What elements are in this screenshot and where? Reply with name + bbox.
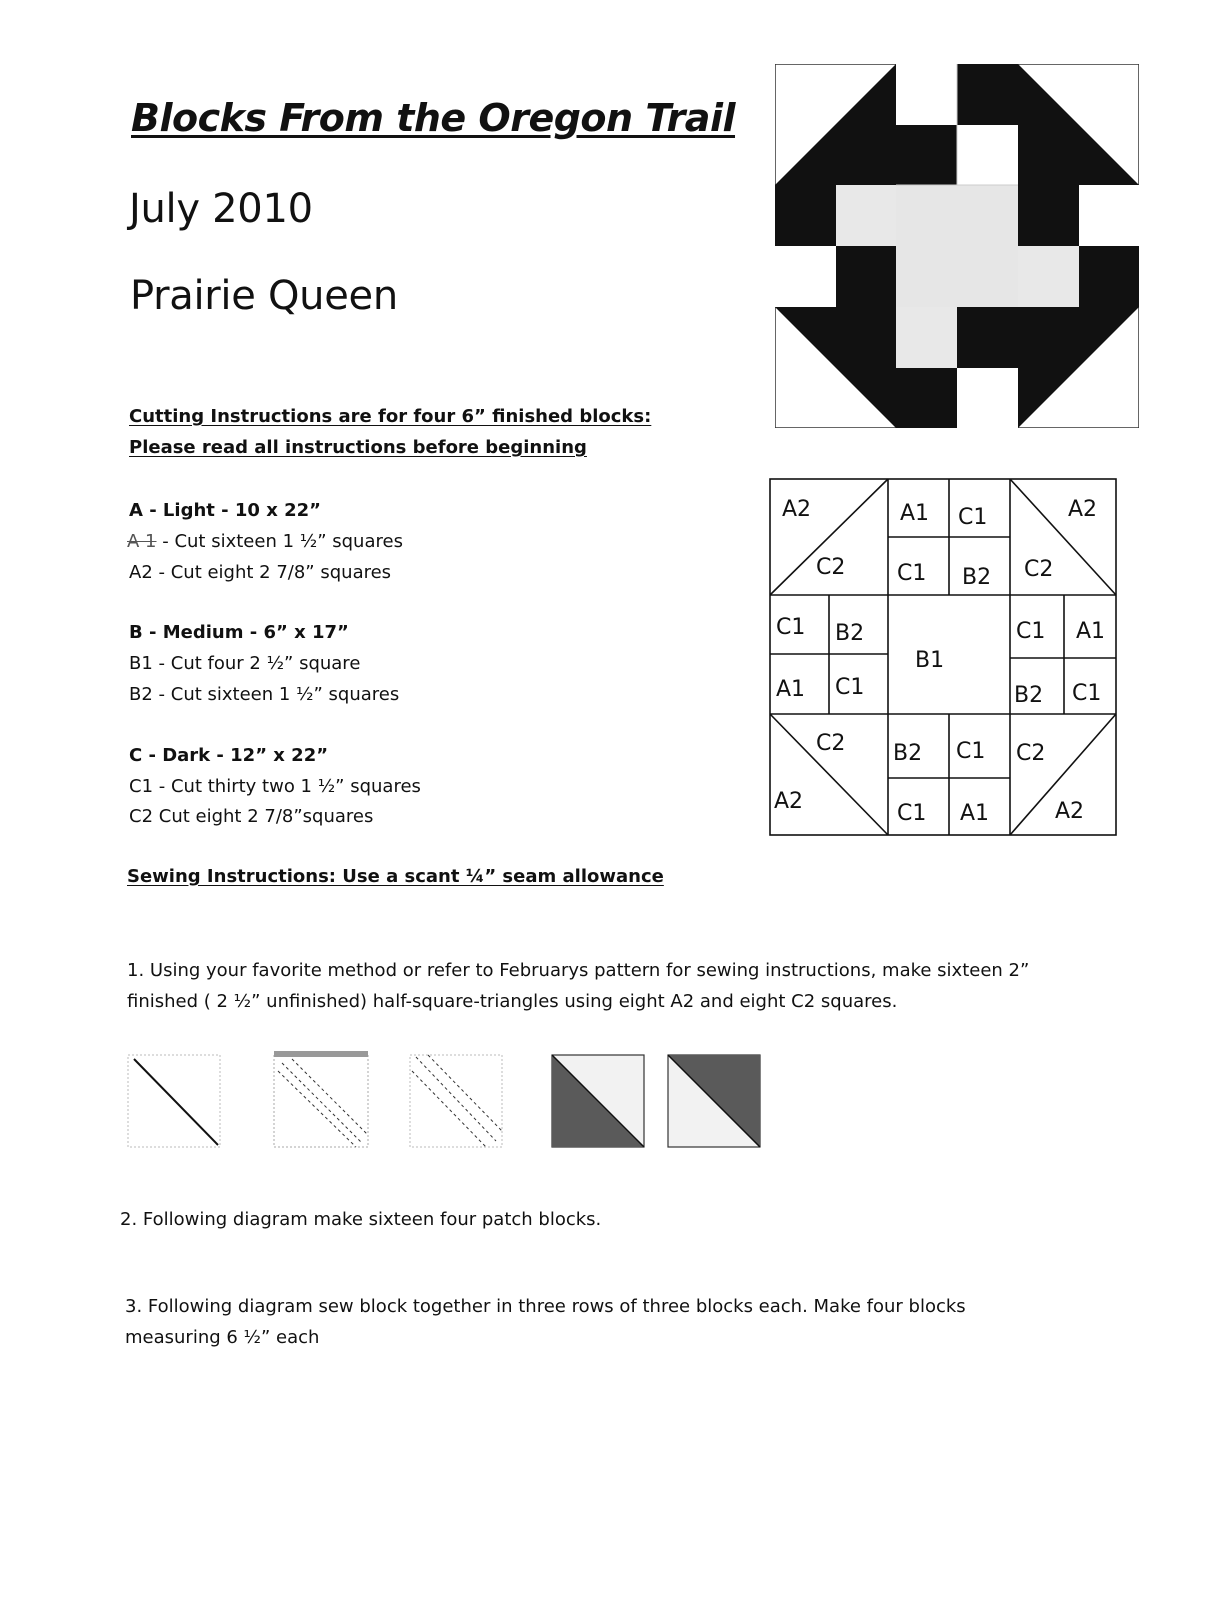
patch-dark bbox=[775, 185, 836, 246]
date-heading: July 2010 bbox=[129, 186, 313, 232]
label-a1: A1 bbox=[900, 501, 930, 526]
patch-light bbox=[896, 64, 957, 125]
label-b2: B2 bbox=[835, 621, 865, 646]
cut-text: - Cut thirty two 1 ½” squares bbox=[158, 776, 421, 797]
patch-medium bbox=[836, 185, 896, 246]
label-a1: A1 bbox=[1076, 619, 1106, 644]
sewing-heading: Sewing Instructions: Use a scant ¼” seam allowance bbox=[127, 866, 664, 887]
label-c1: C1 bbox=[958, 505, 988, 530]
patch-dark bbox=[896, 125, 957, 185]
patch-dark bbox=[896, 368, 957, 428]
cut-code: A2 bbox=[129, 562, 153, 583]
cut-text: - Cut eight 2 7/8” squares bbox=[158, 562, 392, 583]
label-c1: C1 bbox=[897, 801, 927, 826]
hst-finished-square bbox=[552, 1055, 644, 1147]
prairie-queen-block-image bbox=[775, 64, 1139, 428]
label-a2: A2 bbox=[1055, 799, 1085, 824]
label-c1: C1 bbox=[1016, 619, 1046, 644]
fabric-a-header: A - Light - 10 x 22” bbox=[129, 500, 321, 521]
patch-light bbox=[957, 125, 1018, 185]
cut-code: C1 bbox=[129, 776, 154, 797]
hst-step-marked-square bbox=[128, 1055, 220, 1147]
cut-code: A 1 bbox=[127, 531, 157, 552]
label-a2: A2 bbox=[1068, 497, 1098, 522]
label-c1: C1 bbox=[1072, 681, 1102, 706]
patch-dark bbox=[957, 64, 1018, 125]
patch-light bbox=[957, 368, 1018, 428]
cut-text: - Cut sixteen 1 ½” squares bbox=[162, 531, 403, 552]
hst-finished-square bbox=[668, 1055, 760, 1147]
label-c2: C2 bbox=[1016, 741, 1046, 766]
label-a2: A2 bbox=[774, 789, 804, 814]
label-b2: B2 bbox=[962, 565, 992, 590]
document-title: Blocks From the Oregon Trail bbox=[131, 96, 736, 140]
label-c2: C2 bbox=[816, 555, 846, 580]
fabric-c-header: C - Dark - 12” x 22” bbox=[129, 745, 329, 766]
sewing-step-3: 3. Following diagram sew block together in three rows of three blocks each. Make four blocks measuring 6 ½” each bbox=[125, 1296, 966, 1348]
label-b2: B2 bbox=[1014, 683, 1044, 708]
hst-step-stitched bbox=[274, 1051, 368, 1147]
cut-code: C2 bbox=[129, 806, 154, 827]
label-a1: A1 bbox=[776, 677, 806, 702]
label-c1: C1 bbox=[897, 561, 927, 586]
hst-step-pair bbox=[410, 1055, 502, 1147]
sewing-step-1: 1. Using your favorite method or refer to Februarys pattern for sewing instructions, make sixteen 2” finished ( 2 ½” unfinished) half-square-triangles using eight A2 and eight C2 squares. bbox=[127, 960, 1030, 1012]
fabric-b-header: B - Medium - 6” x 17” bbox=[129, 622, 349, 643]
hst-process-images bbox=[122, 1045, 772, 1155]
label-b1: B1 bbox=[915, 648, 945, 673]
cutting-heading-line1: Cutting Instructions are for four 6” finished blocks: bbox=[129, 406, 652, 427]
patch-medium bbox=[896, 307, 957, 368]
patch-dark bbox=[836, 246, 896, 307]
cut-line-b2 bbox=[129, 679, 399, 710]
patch-light bbox=[1079, 185, 1139, 246]
patch-light bbox=[775, 246, 836, 307]
labeled-piece-diagram bbox=[760, 474, 1120, 840]
label-a1: A1 bbox=[960, 801, 990, 826]
cut-code: B1 bbox=[129, 653, 153, 674]
label-a2: A2 bbox=[782, 497, 812, 522]
center-square-medium bbox=[896, 185, 1018, 307]
cut-line-c1 bbox=[129, 771, 421, 802]
patch-dark bbox=[1018, 185, 1079, 246]
label-c2: C2 bbox=[1024, 557, 1054, 582]
cutting-heading-line2: Please read all instructions before beginning bbox=[129, 437, 587, 458]
label-b2: B2 bbox=[893, 741, 923, 766]
block-name-heading: Prairie Queen bbox=[130, 273, 398, 319]
cut-line-b1 bbox=[129, 648, 360, 679]
sewing-step-2: 2. Following diagram make sixteen four patch blocks. bbox=[120, 1209, 602, 1230]
patch-dark bbox=[957, 307, 1018, 368]
label-c1: C1 bbox=[835, 675, 865, 700]
label-c1: C1 bbox=[956, 739, 986, 764]
cut-code: B2 bbox=[129, 684, 153, 705]
patch-dark bbox=[1079, 246, 1139, 307]
cut-line-a1 bbox=[127, 526, 403, 557]
cut-line-c2 bbox=[129, 801, 373, 832]
label-c1: C1 bbox=[776, 615, 806, 640]
cut-line-a2 bbox=[129, 557, 391, 588]
cut-text: - Cut sixteen 1 ½” squares bbox=[158, 684, 400, 705]
patch-medium bbox=[1018, 246, 1079, 307]
cut-text: - Cut four 2 ½” square bbox=[158, 653, 361, 674]
cut-text: Cut eight 2 7/8”squares bbox=[158, 806, 374, 827]
label-c2: C2 bbox=[816, 731, 846, 756]
